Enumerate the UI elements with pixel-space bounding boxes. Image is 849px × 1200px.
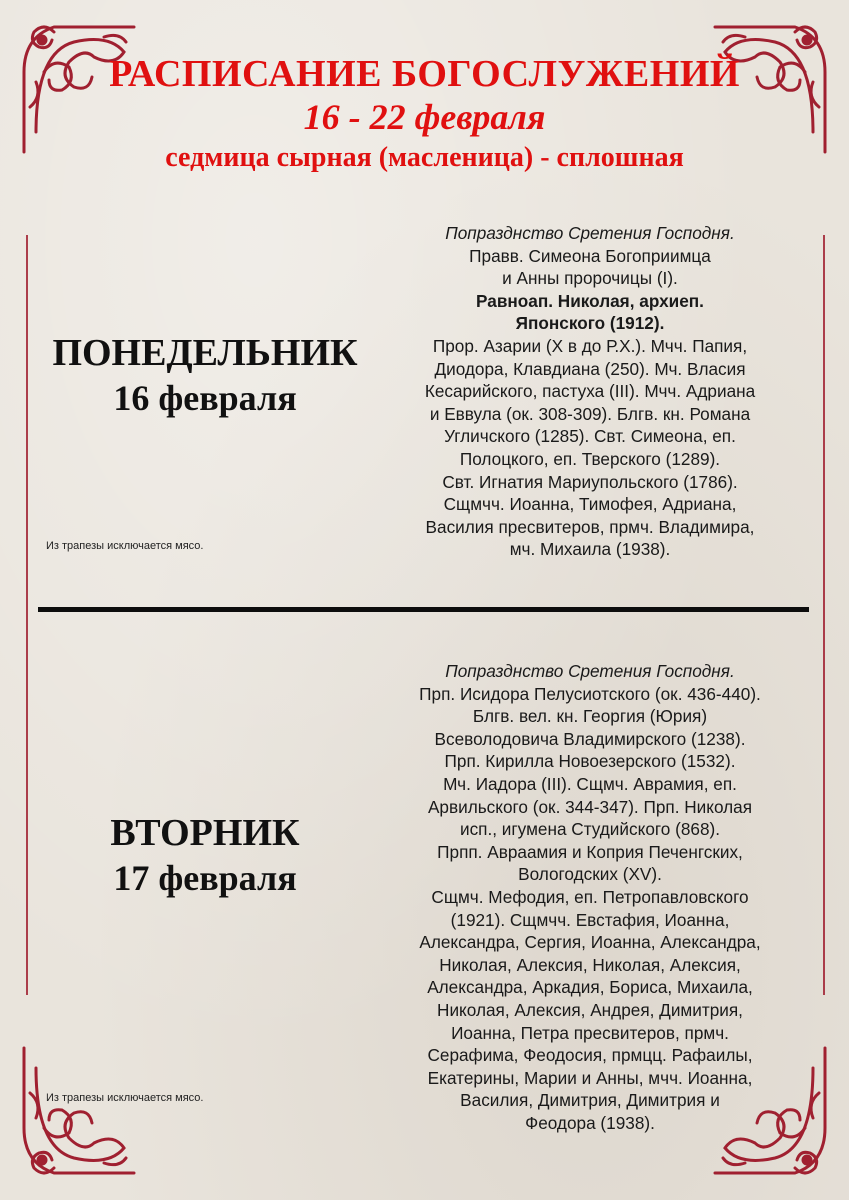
saints-line: Всеволодовича Владимирского (1238). xyxy=(434,728,746,749)
day-heading xyxy=(40,330,370,420)
page-title: РАСПИСАНИЕ БОГОСЛУЖЕНИЙ xyxy=(109,53,740,95)
saints-line: Серафима, Феодосия, прмцц. Рафаилы, xyxy=(427,1045,753,1066)
day-name: ПОНЕДЕЛЬНИК xyxy=(52,332,358,374)
saints-line: и Анны пророчицы (I). xyxy=(502,268,678,289)
saints-line: Николая, Алексия, Андрея, Димитрия, xyxy=(437,999,743,1020)
saints-line: Сщмч. Мефодия, еп. Петропавловского xyxy=(431,886,749,907)
fasting-note: Из трапезы исключается мясо. xyxy=(46,540,204,552)
saints-line: Иоанна, Петра пресвитеров, прмч. xyxy=(451,1022,729,1043)
date-range: 16 - 22 февраля xyxy=(303,97,546,137)
day-name: ВТОРНИК xyxy=(110,812,300,854)
saints-line: исп., игумена Студийского (868). xyxy=(459,819,721,840)
saints-line: Мч. Иадора (III). Сщмч. Аврамия, еп. xyxy=(443,773,737,794)
saints-line: Николая, Алексия, Николая, Алексия, xyxy=(439,954,741,975)
saints-line: Угличского (1285). Свт. Симеона, еп. xyxy=(444,426,736,447)
saints-line: Феодора (1938). xyxy=(525,1112,655,1133)
saints-line: Диодора, Клавдиана (250). Мч. Власия xyxy=(434,358,746,379)
saints-line: Свт. Игнатия Мариупольского (1786). xyxy=(442,471,738,492)
saints-line: Правв. Симеона Богоприимца xyxy=(469,245,711,266)
saints-line: Екатерины, Марии и Анны, мчч. Иоанна, xyxy=(427,1067,753,1088)
saints-line: Василия пресвитеров, прмч. Владимира, xyxy=(425,516,755,537)
saints-line: Арвильского (ок. 344-347). Прп. Николая xyxy=(427,796,753,817)
right-border-line xyxy=(823,235,825,995)
saints-line: Александра, Аркадия, Бориса, Михаила, xyxy=(427,977,753,998)
saints-line: мч. Михаила (1938). xyxy=(509,539,671,560)
saints-line: Сщмчч. Иоанна, Тимофея, Адриана, xyxy=(443,494,737,515)
saints-line: Полоцкого, еп. Тверского (1289). xyxy=(459,448,721,469)
day-date: 16 февраля xyxy=(113,378,297,418)
saints-line: Василия, Димитрия, Димитрия и xyxy=(460,1090,720,1111)
day-divider xyxy=(38,607,809,612)
saints-line: Японского (1912). xyxy=(515,313,665,334)
corner-ornament-bottom-left xyxy=(14,1038,144,1188)
day-heading xyxy=(40,810,370,900)
week-title: седмица сырная (масленица) - сплошная xyxy=(165,142,684,173)
saints-line: Кесарийского, пастуха (III). Мчч. Адриана xyxy=(424,381,756,402)
saints-list xyxy=(390,222,790,561)
day-date: 17 февраля xyxy=(113,858,297,898)
saints-line: Блгв. вел. кн. Георгия (Юрия) xyxy=(472,706,708,727)
saints-line: Прп. Кирилла Новоезерского (1532). xyxy=(444,751,736,772)
saints-list xyxy=(390,660,790,1134)
saints-line: Равноап. Николая, архиеп. xyxy=(476,290,704,311)
left-border-line xyxy=(26,235,28,995)
saints-line: Попразднство Сретения Господня. xyxy=(445,661,735,681)
saints-line: Вологодских (XV). xyxy=(518,864,662,885)
saints-line: Прп. Исидора Пелусиотского (ок. 436-440). xyxy=(419,683,761,704)
saints-line: и Еввула (ок. 308-309). Блгв. кн. Романа xyxy=(429,403,751,424)
fasting-note: Из трапезы исключается мясо. xyxy=(46,1092,204,1104)
saints-line: Александра, Сергия, Иоанна, Александра, xyxy=(419,932,761,953)
saints-line: Попразднство Сретения Господня. xyxy=(445,223,735,243)
schedule-header xyxy=(0,52,849,178)
saints-line: (1921). Сщмчч. Евстафия, Иоанна, xyxy=(450,909,730,930)
saints-line: Прпп. Авраамия и Коприя Печенгских, xyxy=(437,841,743,862)
saints-line: Прор. Азарии (X в до Р.Х.). Мчч. Папия, xyxy=(432,335,748,356)
